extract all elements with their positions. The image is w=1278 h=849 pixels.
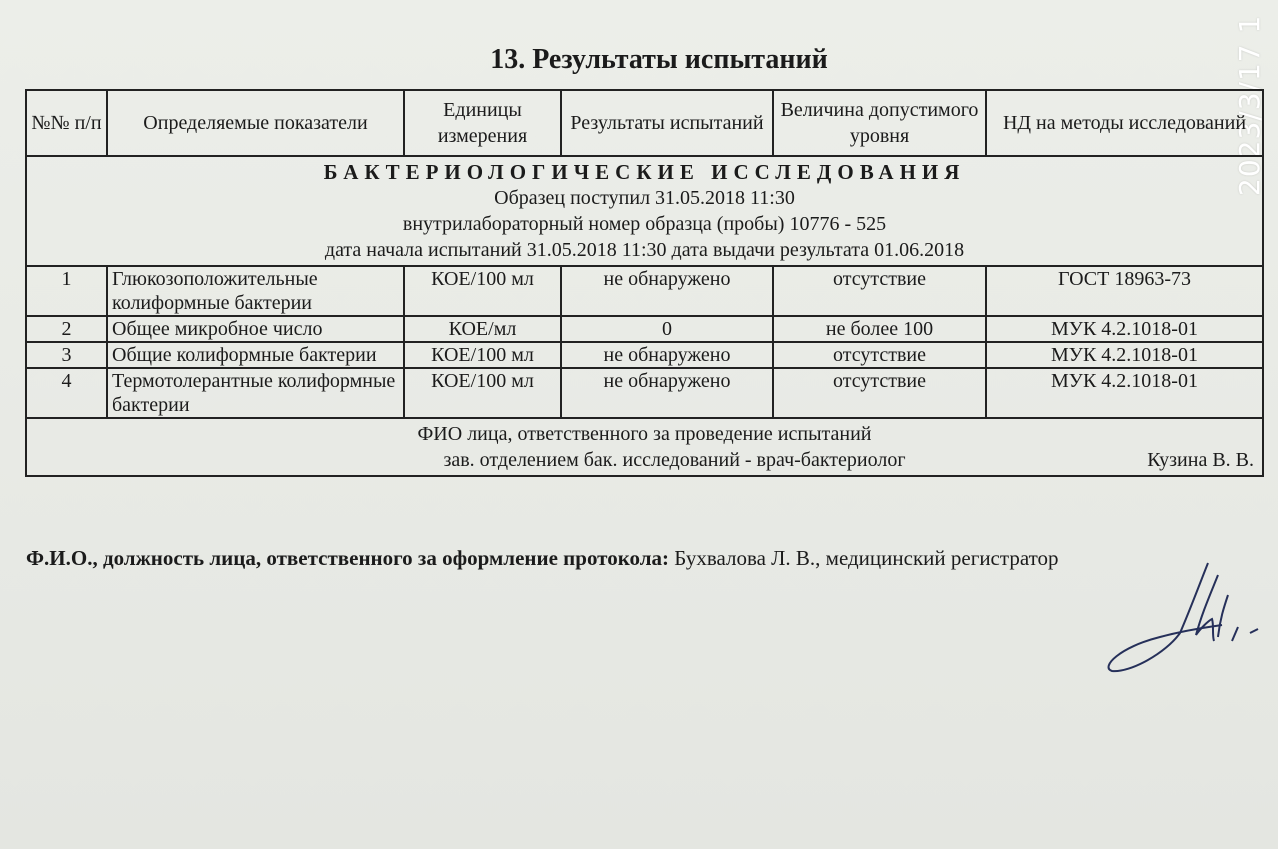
responsible-line: [33, 447, 1256, 473]
row-indicator: Термотолерантные колиформные бактерии: [107, 368, 404, 418]
row-limit: отсутствие: [773, 266, 986, 316]
row-num: 4: [26, 368, 107, 418]
photo-timestamp: 2023/3/17 1: [1233, 14, 1266, 196]
row-unit: КОЕ/100 мл: [404, 368, 561, 418]
footer-row: [26, 418, 1263, 476]
table-header-row: [26, 90, 1263, 156]
section-row: [26, 156, 1263, 266]
row-num: 1: [26, 266, 107, 316]
row-method: МУК 4.2.1018-01: [986, 342, 1263, 368]
row-limit: не более 100: [773, 316, 986, 342]
header-indicator: Определяемые показатели: [107, 90, 404, 156]
protocol-responsible: [26, 546, 1059, 571]
protocol-label: Ф.И.О., должность лица, ответственного за оформление протокола:: [26, 546, 670, 570]
lab-number: внутрилабораторный номер образца (пробы) 10776 - 525: [402, 213, 887, 235]
section-title: БАКТЕРИОЛОГИЧЕСКИЕ ИССЛЕДОВАНИЯ: [323, 160, 966, 184]
header-method: НД на методы исследований: [986, 90, 1263, 156]
table-row: [26, 368, 1263, 418]
table-row: [26, 316, 1263, 342]
row-num: 2: [26, 316, 107, 342]
row-result: не обнаружено: [561, 342, 773, 368]
responsible-position: зав. отделением бак. исследований - врач-бактериолог: [443, 449, 906, 471]
row-num: 3: [26, 342, 107, 368]
row-method: ГОСТ 18963-73: [986, 266, 1263, 316]
responsible-label: ФИО лица, ответственного за проведение испытаний: [417, 423, 872, 445]
row-result: не обнаружено: [561, 266, 773, 316]
row-indicator: Глюкозоположительные колиформные бактерии: [107, 266, 404, 316]
header-unit: Единицы измерения: [404, 90, 561, 156]
row-method: МУК 4.2.1018-01: [986, 368, 1263, 418]
header-result: Результаты испытаний: [561, 90, 773, 156]
page-title: 13. Результаты испытаний: [490, 44, 828, 75]
test-dates: дата начала испытаний 31.05.2018 11:30 дата выдачи результата 01.06.2018: [324, 239, 965, 261]
row-result: не обнаружено: [561, 368, 773, 418]
row-indicator: Общие колиформные бактерии: [107, 342, 404, 368]
row-method: МУК 4.2.1018-01: [986, 316, 1263, 342]
table-row: [26, 266, 1263, 316]
row-unit: КОЕ/100 мл: [404, 266, 561, 316]
results-table: [25, 89, 1264, 477]
row-result: 0: [561, 316, 773, 342]
responsible-name: Кузина В. В.: [1147, 449, 1254, 471]
footer-cell: [26, 418, 1263, 476]
row-unit: КОЕ/мл: [404, 316, 561, 342]
signature-mark: [1100, 555, 1260, 685]
section-cell: [26, 156, 1263, 266]
table-row: [26, 342, 1263, 368]
row-limit: отсутствие: [773, 368, 986, 418]
row-indicator: Общее микробное число: [107, 316, 404, 342]
row-unit: КОЕ/100 мл: [404, 342, 561, 368]
row-limit: отсутствие: [773, 342, 986, 368]
header-num: №№ п/п: [26, 90, 107, 156]
protocol-value: Бухвалова Л. В., медицинский регистратор: [674, 546, 1059, 570]
header-limit: Величина допустимого уровня: [773, 90, 986, 156]
sample-received: Образец поступил 31.05.2018 11:30: [494, 187, 795, 209]
